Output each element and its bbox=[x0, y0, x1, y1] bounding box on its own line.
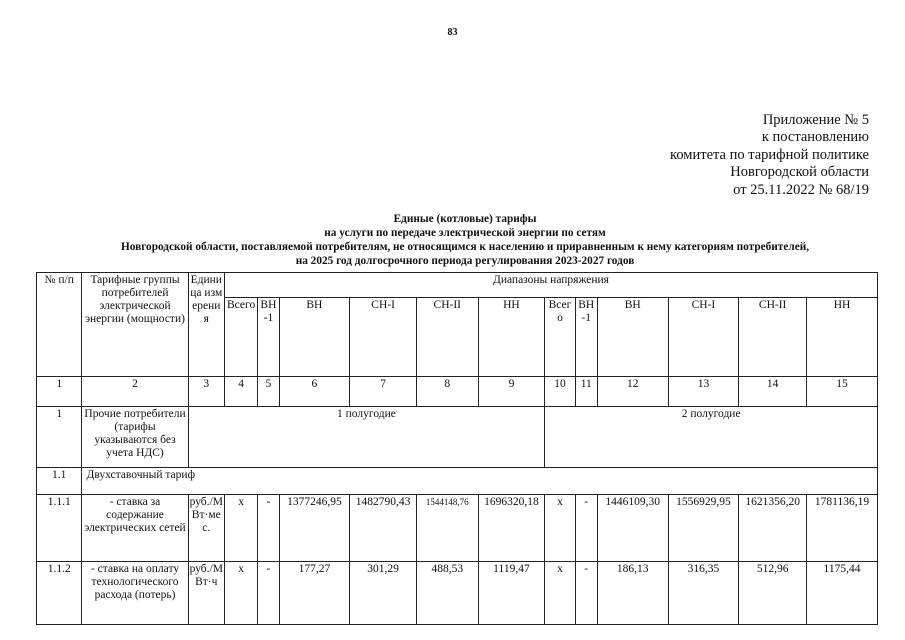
title-line: на услуги по передаче электрической энергии по сетям bbox=[324, 227, 606, 239]
title-line: на 2025 год долгосрочного периода регулирования 2023-2027 годов bbox=[295, 255, 635, 267]
row-label: - ставка за содержание электрических сетей bbox=[82, 495, 188, 562]
column-number: 8 bbox=[416, 377, 478, 407]
document-title bbox=[40, 212, 890, 268]
column-number: 12 bbox=[597, 377, 668, 407]
header-sn2-h2: СН-II bbox=[739, 298, 807, 377]
header-sn1-h1: СН-I bbox=[350, 298, 417, 377]
header-vn1-h1: ВН-1 bbox=[258, 298, 279, 377]
row-unit: руб./МВт·ч bbox=[188, 562, 224, 625]
row-unit: руб./МВт·мес. bbox=[188, 495, 224, 562]
column-number: 5 bbox=[258, 377, 279, 407]
row-num: 1.1.2 bbox=[37, 562, 82, 625]
cell-value: 301,29 bbox=[350, 562, 417, 625]
header-total-h1: Всего bbox=[224, 298, 257, 377]
column-number: 9 bbox=[478, 377, 545, 407]
subgroup-num: 1.1 bbox=[37, 468, 82, 495]
table-row bbox=[37, 495, 878, 562]
tariff-table bbox=[36, 272, 878, 625]
appendix-line: Приложение № 5 bbox=[762, 112, 869, 128]
column-number: 1 bbox=[37, 377, 82, 407]
cell-value: 1696320,18 bbox=[478, 495, 545, 562]
cell-value: 512,96 bbox=[739, 562, 807, 625]
header-nn-h1: НН bbox=[478, 298, 545, 377]
cell-value: - bbox=[575, 495, 597, 562]
cell-value: 316,35 bbox=[668, 562, 739, 625]
column-number: 6 bbox=[279, 377, 350, 407]
header-vn-h2: ВН bbox=[597, 298, 668, 377]
header-sn1-h2: СН-I bbox=[668, 298, 739, 377]
column-number: 7 bbox=[350, 377, 417, 407]
header-total-h2: Всего bbox=[545, 298, 575, 377]
cell-value: х bbox=[545, 495, 575, 562]
cell-value: 1621356,20 bbox=[739, 495, 807, 562]
appendix-block bbox=[670, 112, 869, 199]
cell-value: 1544148,76 bbox=[416, 495, 478, 562]
cell-value: 488,53 bbox=[416, 562, 478, 625]
column-number: 11 bbox=[575, 377, 597, 407]
cell-value: х bbox=[224, 495, 257, 562]
header-vn1-h2: ВН-1 bbox=[575, 298, 597, 377]
row-num: 1.1.1 bbox=[37, 495, 82, 562]
column-number: 3 bbox=[188, 377, 224, 407]
cell-value: х bbox=[545, 562, 575, 625]
title-line: Единые (котловые) тарифы bbox=[393, 213, 537, 225]
subgroup-row bbox=[37, 468, 878, 495]
header-nn-h2: НН bbox=[807, 298, 878, 377]
half-year-2: 2 полугодие bbox=[545, 407, 878, 468]
header-groups: Тарифные группы потребителей электрической энергии (мощности) bbox=[82, 273, 188, 377]
appendix-line: к постановлению bbox=[761, 129, 869, 146]
cell-value: 1175,44 bbox=[807, 562, 878, 625]
page-number: 83 bbox=[447, 27, 458, 38]
header-unit: Единица измерения bbox=[188, 273, 224, 377]
cell-value: - bbox=[575, 562, 597, 625]
group-label: Прочие потребители (тарифы указываются без учета НДС) bbox=[82, 407, 188, 468]
cell-value: х bbox=[224, 562, 257, 625]
cell-value: 1377246,95 bbox=[279, 495, 350, 562]
column-number: 10 bbox=[545, 377, 575, 407]
column-number: 15 bbox=[807, 377, 878, 407]
header-sn2-h1: СН-II bbox=[416, 298, 478, 377]
title-line: Новгородской области, поставляемой потребителям, не относящимся к населению и приравненным к нему категориям потребителей, bbox=[120, 241, 810, 253]
half-year-1: 1 полугодие bbox=[188, 407, 545, 468]
cell-value: - bbox=[258, 562, 279, 625]
header-num: № п/п bbox=[37, 273, 82, 377]
column-number: 14 bbox=[739, 377, 807, 407]
header-vn-h1: ВН bbox=[279, 298, 350, 377]
column-number: 2 bbox=[82, 377, 188, 407]
header-voltage-ranges: Диапазоны напряжения bbox=[224, 273, 877, 298]
cell-value: 1556929,95 bbox=[668, 495, 739, 562]
cell-value: 1781136,19 bbox=[807, 495, 878, 562]
appendix-line: Новгородской области bbox=[730, 164, 869, 181]
subgroup-label: Двухставочный тариф bbox=[82, 468, 878, 495]
cell-value: 186,13 bbox=[597, 562, 668, 625]
group-num: 1 bbox=[37, 407, 82, 468]
cell-value: 177,27 bbox=[279, 562, 350, 625]
row-label: - ставка на оплату технологического расхода (потерь) bbox=[82, 562, 188, 625]
column-number: 4 bbox=[224, 377, 257, 407]
column-number-row bbox=[37, 377, 878, 407]
table-row bbox=[37, 562, 878, 625]
group-row bbox=[37, 407, 878, 468]
cell-value: 1446109,30 bbox=[597, 495, 668, 562]
cell-value: - bbox=[258, 495, 279, 562]
column-number: 13 bbox=[668, 377, 739, 407]
cell-value: 1119,47 bbox=[478, 562, 545, 625]
appendix-line: комитета по тарифной политике bbox=[670, 146, 869, 163]
appendix-line: от 25.11.2022 № 68/19 bbox=[733, 181, 869, 198]
cell-value: 1482790,43 bbox=[350, 495, 417, 562]
